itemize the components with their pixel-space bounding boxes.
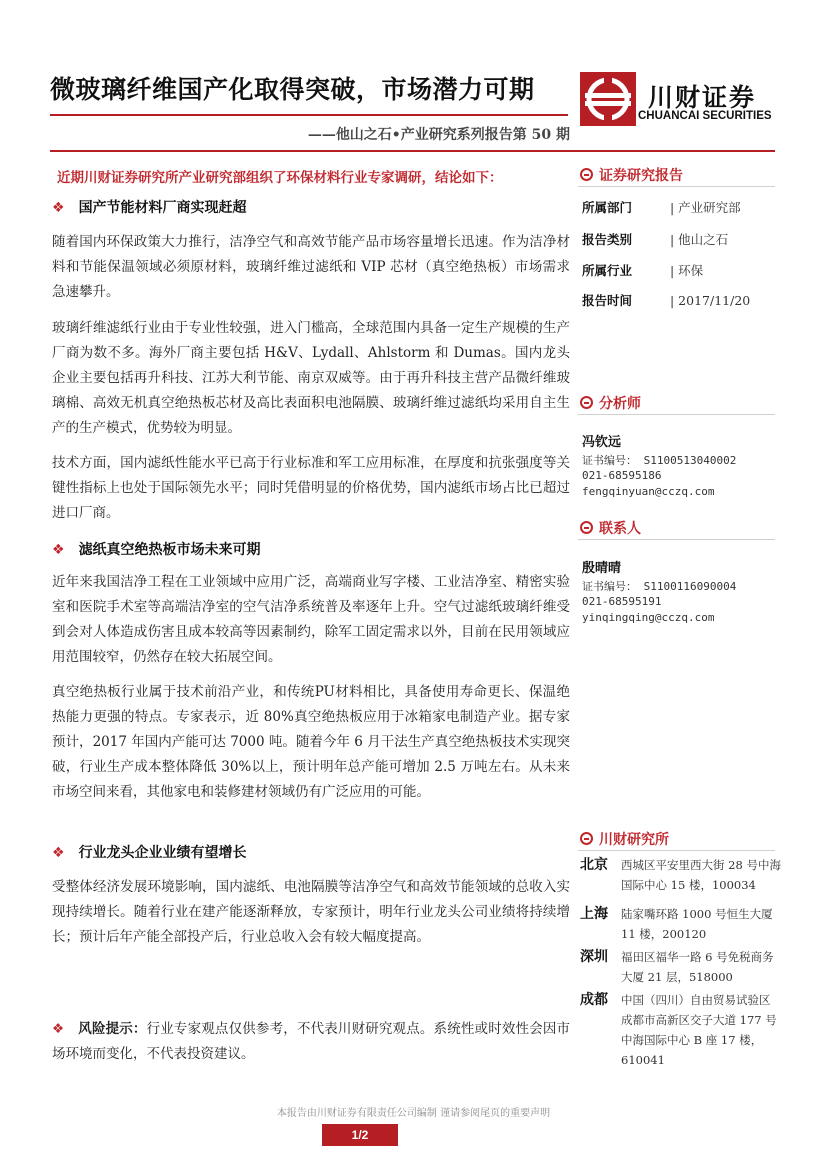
circle-bullet-icon	[580, 832, 593, 845]
diamond-bullet-icon: ❖	[52, 845, 65, 861]
sidebar-divider	[578, 539, 775, 540]
analyst-email: fengqinyuan@cczq.com	[582, 485, 715, 498]
office-city-chengdu: 成都	[580, 992, 608, 1008]
office-city-beijing: 北京	[580, 857, 608, 873]
paragraph: 近年来我国洁净工程在工业领域中应用广泛，高端商业写字楼、工业洁净室、精密实验室和医院手术室等高端洁净室的空气洁净系统普及率逐年上升。空气过滤纸玻璃纤维受到会对人体造成伤害且成本较高等因素制约，除军工固定需求以外，目前在民用领域应用范围较窄，仍然存在较大拓展空间。	[52, 574, 570, 665]
analyst-name: 冯钦远	[582, 435, 622, 450]
company-logo-icon	[580, 72, 636, 126]
paragraph: 随着国内环保政策大力推行，洁净空气和高效节能产品市场容量增长迅速。作为洁净材料和节能保温领域必须原材料，玻璃纤维过滤纸和 VIP 芯材（真空绝热板）市场需求急速攀升。	[52, 234, 570, 300]
risk-warning	[52, 1017, 570, 1067]
paragraph: 技术方面，国内滤纸性能水平已高于行业标准和军工应用标准，在厚度和抗张强度等关键性指标上也处于国际领先水平；同时凭借明显的价格优势，国内滤纸市场占比已超过进口厂商。	[52, 455, 570, 521]
paragraph: 玻璃纤维滤纸行业由于专业性较强，进入门槛高，全球范围内具备一定生产规模的生产厂商为数不多。海外厂商主要包括 H&V、Lydall、Ahlstorm 和 Dumas。国内龙头企业主要包括再升科技、江苏大利节能、南京双威等。由于再升科技主营产品微纤维玻璃棉、高效无机真空绝热板芯材及高比表面积电池隔膜、玻璃纤维过滤纸均采用自主生产的生产模式，优势较为明显。	[52, 320, 570, 436]
contact-email: yinqingqing@cczq.com	[582, 611, 715, 624]
sidebar-institute-title: 川财研究所	[580, 829, 669, 849]
office-city-shanghai: 上海	[580, 906, 608, 922]
sidebar-contact-title: 联系人	[580, 518, 641, 538]
page-title: 微玻璃纤维国产化取得突破，市场潜力可期	[50, 75, 535, 104]
company-name-en: CHUANCAI SECURITIES	[638, 110, 772, 122]
circle-bullet-icon	[580, 396, 593, 409]
intro-text: 近期川财证券研究所产业研究部组织了环保材料行业专家调研，结论如下：	[57, 170, 503, 186]
section-heading-2: ❖ 滤纸真空绝热板市场未来可期	[52, 542, 261, 558]
meta-row-date: 报告时间 | 2017/11/20	[582, 293, 751, 308]
footer-disclaimer: 本报告由川财证券有限责任公司编制 谨请参阅尾页的重要声明	[276, 1108, 551, 1119]
sidebar-divider	[578, 850, 775, 851]
diamond-bullet-icon: ❖	[52, 1021, 65, 1037]
company-name-cn: 川财证券	[648, 83, 757, 112]
office-address-shenzhen: 福田区福华一路 6 号免税商务大厦 21 层，518000	[621, 950, 774, 984]
analyst-phone: 021-68595186	[582, 469, 662, 482]
analyst-cert: 证书编号： S1100513040002	[582, 454, 737, 467]
meta-row-industry: 所属行业 | 环保	[582, 263, 704, 278]
contact-name: 殷晴晴	[582, 561, 622, 576]
sidebar-analyst-title: 分析师	[580, 393, 641, 413]
sidebar-report-title: 证券研究报告	[580, 165, 683, 185]
section-heading-1: ❖ 国产节能材料厂商实现赶超	[52, 200, 247, 216]
meta-row-department: 所属部门 | 产业研究部	[582, 200, 741, 215]
report-series-subtitle: ——他山之石•产业研究系列报告第 50 期	[307, 127, 570, 143]
office-city-shenzhen: 深圳	[580, 949, 608, 965]
header-divider-top	[50, 114, 568, 116]
contact-phone: 021-68595191	[582, 595, 662, 608]
risk-label: 风险提示：	[78, 1021, 147, 1037]
office-address-beijing: 西城区平安里西大街 28 号中海国际中心 15 楼，100034	[621, 858, 781, 892]
page-number: 1/2	[322, 1124, 398, 1146]
diamond-bullet-icon: ❖	[52, 542, 65, 558]
header-divider-bottom	[50, 150, 775, 152]
paragraph: 受整体经济发展环境影响，国内滤纸、电池隔膜等洁净空气和高效节能领域的总收入实现持续增长。随着行业在建产能逐渐释放，专家预计，明年行业龙头公司业绩将持续增长；预计后年产能全部投产后，行业总收入会有较大幅度提高。	[52, 879, 570, 945]
contact-cert: 证书编号： S1100116090004	[582, 580, 737, 593]
office-address-chengdu: 中国（四川）自由贸易试验区成都市高新区交子大道 177 号中海国际中心 B 座 17 楼，610041	[621, 993, 777, 1067]
meta-row-category: 报告类别 | 他山之石	[582, 232, 729, 247]
circle-bullet-icon	[580, 168, 593, 181]
diamond-bullet-icon: ❖	[52, 200, 65, 216]
sidebar-divider	[578, 186, 775, 187]
office-address-shanghai: 陆家嘴环路 1000 号恒生大厦 11 楼，200120	[621, 907, 773, 941]
circle-bullet-icon	[580, 521, 593, 534]
risk-text: 行业专家观点仅供参考，不代表川财研究观点。系统性或时效性会因市场环境而变化，不代表投资建议。	[52, 1021, 571, 1062]
section-heading-3: ❖ 行业龙头企业业绩有望增长	[52, 845, 247, 861]
sidebar-divider	[578, 414, 775, 415]
paragraph: 真空绝热板行业属于技术前沿产业，和传统PU材料相比，具备使用寿命更长、保温绝热能力更强的特点。专家表示，近 80%真空绝热板应用于冰箱家电制造产业。据专家预计，2017 年国内产能可达 7000 吨。随着今年 6 月干法生产真空绝热板技术实现突破，行业生产成本整体降低 30%以上，预计明年总产能可增加 2.5 万吨左右。从未来市场空间来看，其他家电和装修建材领域仍有广泛应用的可能。	[52, 684, 570, 800]
